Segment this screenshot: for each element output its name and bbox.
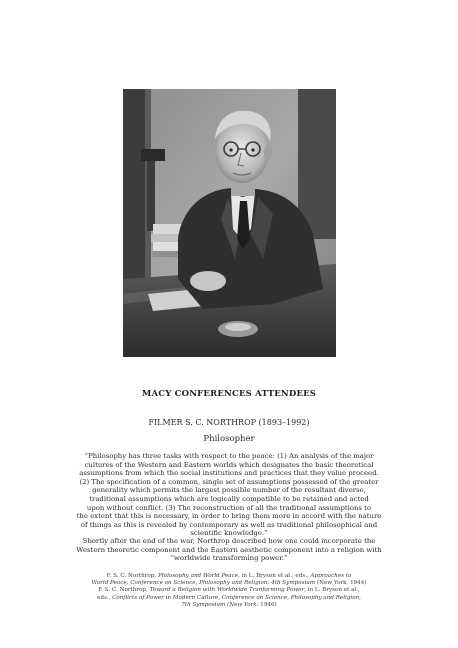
quote-line: traditional assumptions which are logically compatible to be retained and acted [89, 494, 369, 503]
reference-line [44, 595, 414, 602]
ref-text: eds., [97, 594, 113, 601]
paragraph-line: Western theoretic component and the Eastern aesthetic component into a religion with [76, 545, 382, 554]
ref-title: Philosophy and World Peace [157, 573, 239, 579]
section-heading: MACY CONFERENCES ATTENDEES [141, 389, 317, 399]
quote-line: of things as this is revealed by contemporary as well as traditional philosophical and [80, 520, 378, 529]
body-paragraph [44, 537, 414, 563]
ref-text: : 1946) [256, 601, 277, 608]
ref-text: F. S. C. Northrop, [98, 587, 150, 594]
person-name: FILMER S. C. NORTHROP (1893–1992) [148, 418, 310, 427]
paragraph-line: “worldwide transforming power.” [170, 554, 288, 563]
ref-text: , in L. Bryson et al., eds., [238, 573, 311, 579]
quote-block [44, 452, 414, 538]
ref-text: F. S. C. Northrop, [106, 573, 158, 579]
ref-title: Conflicts of Power in Modern Culture, Conference on Science, Philosophy and Religion, [112, 594, 361, 601]
quote-line: upon without conflict. (3) The reconstruction of all the traditional assumptions to [86, 503, 372, 512]
ref-title: World Peace. Conference on Science, Philosophy and Religion: 4th Symposium [91, 580, 316, 587]
quote-line: assumptions from which the social institutions and practices that they value proceed. [79, 469, 379, 478]
quote-line: “Philosophy has three tasks with respect to the peace: (1) An analysis of the major [84, 452, 374, 460]
quote-line: cultures of the Western and Eastern worlds which designates the basic theoretical [84, 460, 374, 469]
person-role: Philosopher [203, 434, 255, 444]
portrait-photo [123, 89, 336, 357]
quote-line: (2) The specification of a common, single set of assumptions possessed of the greater [79, 477, 379, 486]
ref-text: , in L. Bryson et al., [304, 587, 360, 594]
ref-title: Toward a Religion with Worldwide Tranforming Power [149, 587, 305, 594]
ref-title: 7th Symposium (New York [181, 601, 257, 608]
paragraph-line: Shortly after the end of the war, Northrop described how one could incorporate the [82, 537, 376, 545]
references [44, 573, 414, 609]
reference-line [44, 587, 414, 594]
reference-line [44, 602, 414, 609]
ref-text: (New York, 1944) [315, 580, 367, 587]
reference-line [44, 580, 414, 587]
quote-line: scientific knowledge.” [190, 529, 268, 538]
quote-line: generality which permits the largest possible number of the resultant diverse, [92, 486, 366, 495]
quote-line: the extent that this is necessary, in order to bring them more in accord with the nature [76, 512, 382, 521]
ref-title: Approaches to [310, 573, 352, 579]
